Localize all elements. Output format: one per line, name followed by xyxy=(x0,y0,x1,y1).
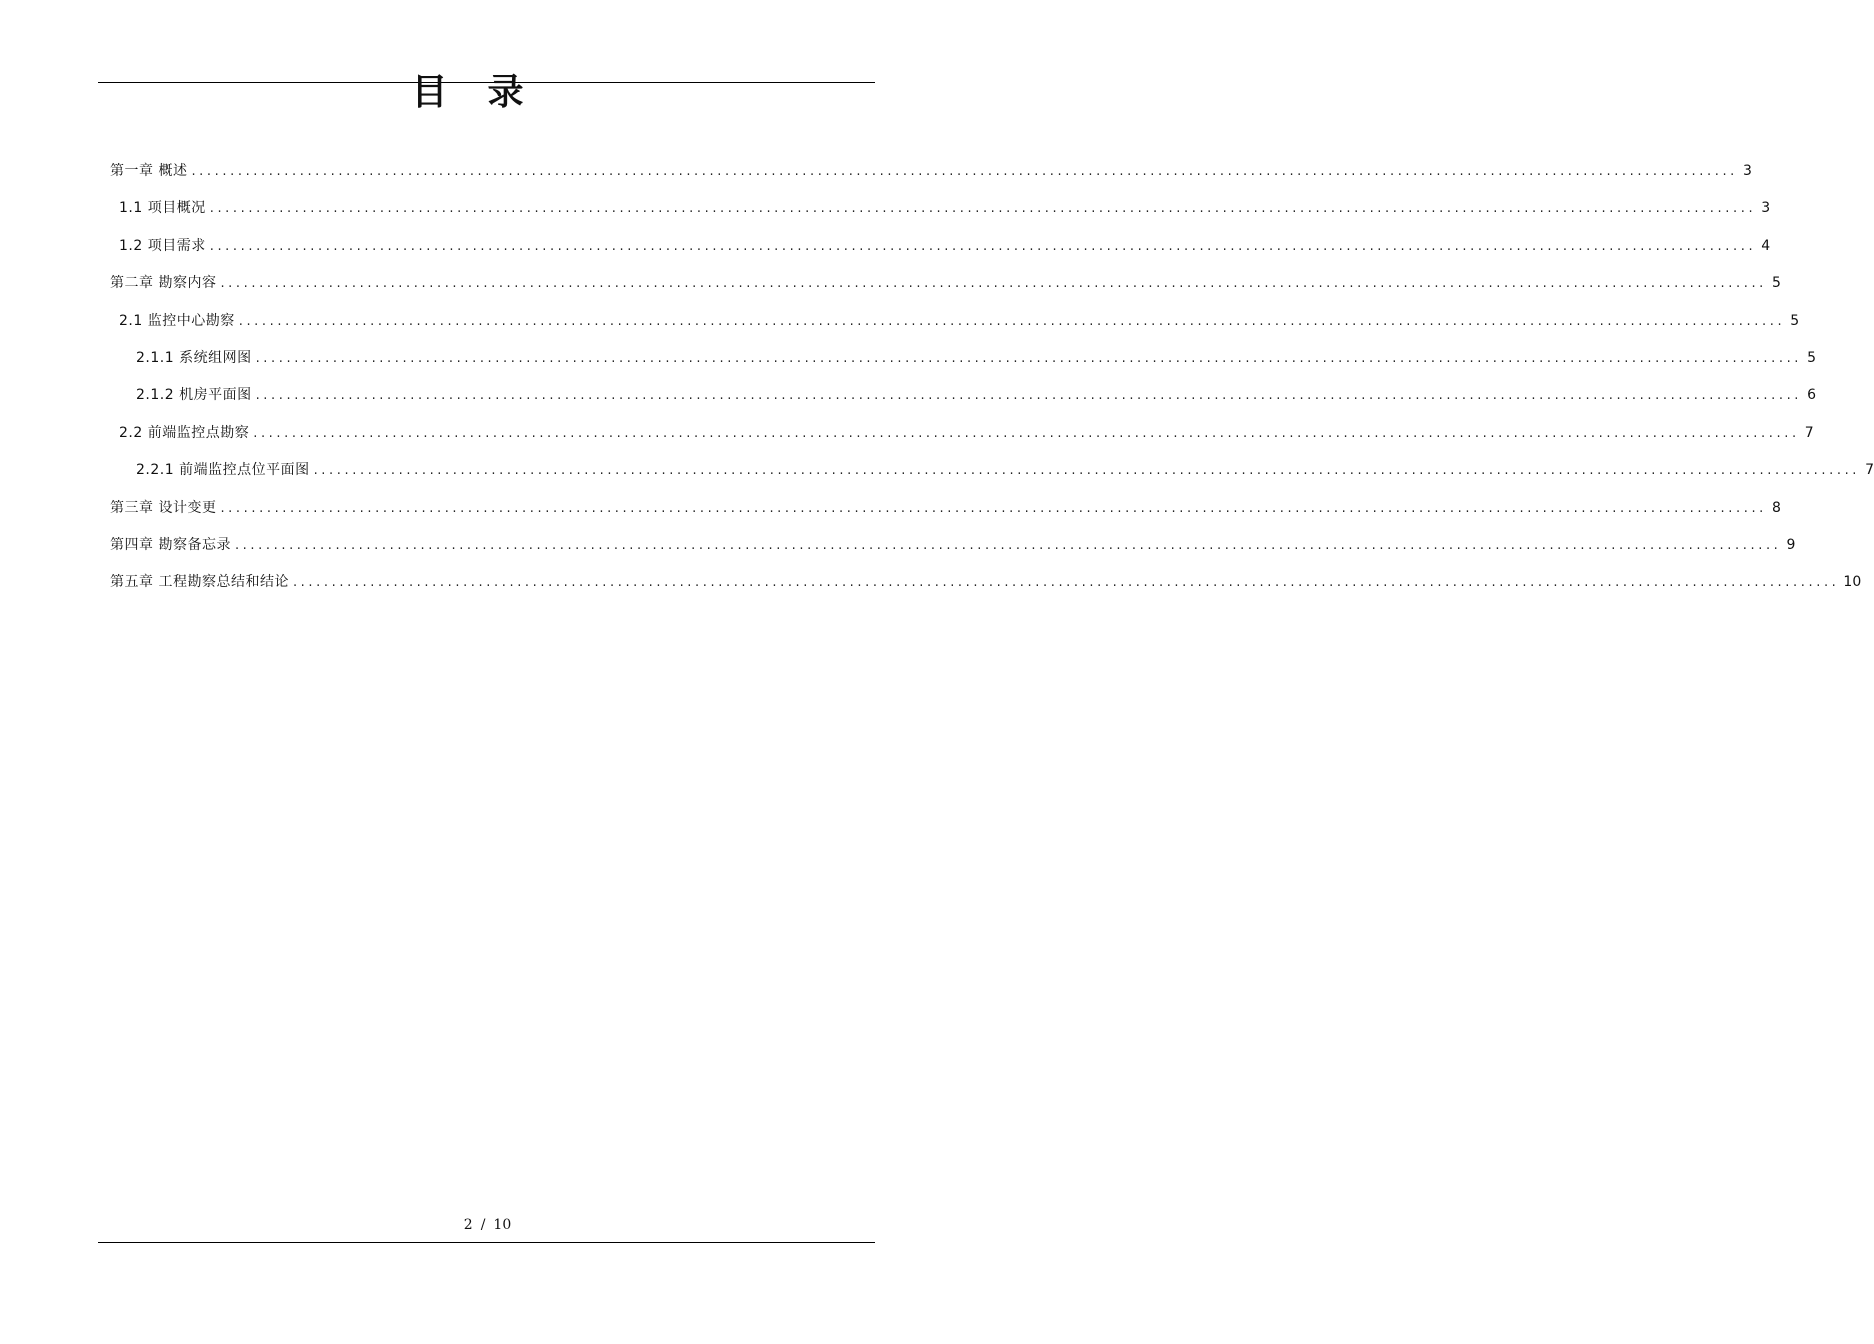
toc-page-number: 3 xyxy=(1743,163,1752,179)
toc-leader-dots: ........................................................................................................................................................................................................ xyxy=(234,537,1782,553)
toc-entry-text: 第二章 勘察内容 xyxy=(110,275,217,292)
toc-leader-dots: ........................................................................................................................................................................................................ xyxy=(191,164,1738,179)
toc-entry-text: 第三章 设计变更 xyxy=(110,499,217,516)
toc-leader-dots: ........................................................................................................................................................................................................ xyxy=(238,313,1786,329)
toc-entry-2-2[interactable] xyxy=(110,422,1814,459)
page-title: 目录 xyxy=(411,72,564,113)
toc-page-number: 5 xyxy=(1807,349,1817,366)
toc-page-number: 7 xyxy=(1865,462,1874,479)
toc-page-number: 6 xyxy=(1807,387,1817,404)
toc-page-number: 4 xyxy=(1761,237,1771,254)
toc-leader-dots: ........................................................................................................................................................................................................ xyxy=(220,276,1767,292)
toc-entry-text: 第四章 勘察备忘录 xyxy=(110,536,231,553)
toc-entry-2-1-1[interactable] xyxy=(110,347,1817,384)
toc-leader-dots: ........................................................................................................................................................................................................ xyxy=(209,201,1757,217)
toc-entry-text: 1.1 项目概况 xyxy=(119,200,206,217)
toc-entry-2-1-2[interactable] xyxy=(110,384,1817,421)
page-separator: / xyxy=(480,1217,486,1233)
toc-entry-text: 2.2.1 前端监控点位平面图 xyxy=(136,462,310,479)
toc-leader-dots: ........................................................................................................................................................................................................ xyxy=(255,388,1803,404)
toc-page-number: 5 xyxy=(1790,312,1800,329)
toc-entry-text: 第五章 工程勘察总结和结论 xyxy=(110,574,289,591)
toc-entry-1-1[interactable] xyxy=(110,197,1771,234)
current-page: 2 xyxy=(463,1217,473,1233)
toc-entry-2-1[interactable] xyxy=(110,310,1800,347)
toc-leader-dots: ........................................................................................................................................................................................................ xyxy=(220,500,1767,516)
toc-leader-dots: ........................................................................................................................................................................................................ xyxy=(209,238,1757,254)
footer-rule xyxy=(98,1242,875,1243)
toc-entry-2-2-1[interactable] xyxy=(110,459,1874,496)
toc-entry-text: 2.1.1 系统组网图 xyxy=(136,349,252,366)
toc-entry-text: 2.2 前端监控点勘察 xyxy=(119,424,250,441)
toc-page-number: 3 xyxy=(1761,200,1771,217)
table-of-contents xyxy=(110,160,1874,609)
toc-page-number: 9 xyxy=(1786,536,1796,553)
toc-entry-text: 第一章 概述 xyxy=(110,163,188,179)
toc-entry-text: 2.1.2 机房平面图 xyxy=(136,387,252,404)
page-number xyxy=(0,1216,975,1234)
toc-entry-chapter-2[interactable] xyxy=(110,272,1781,309)
toc-leader-dots: ........................................................................................................................................................................................................ xyxy=(292,575,1840,591)
toc-entry-chapter-4[interactable] xyxy=(110,534,1796,571)
toc-entry-chapter-1[interactable] xyxy=(110,160,1752,197)
toc-leader-dots: ........................................................................................................................................................................................................ xyxy=(255,350,1803,366)
toc-entry-1-2[interactable] xyxy=(110,235,1771,272)
toc-entry-text: 2.1 监控中心勘察 xyxy=(119,312,235,329)
total-pages: 10 xyxy=(493,1217,512,1233)
toc-page-number: 7 xyxy=(1804,424,1814,441)
toc-page-number: 5 xyxy=(1772,275,1781,292)
toc-entry-chapter-3[interactable] xyxy=(110,497,1781,534)
toc-entry-text: 1.2 项目需求 xyxy=(119,237,206,254)
toc-entry-chapter-5[interactable] xyxy=(110,571,1862,608)
toc-page-number: 10 xyxy=(1843,574,1862,591)
toc-leader-dots: ........................................................................................................................................................................................................ xyxy=(313,463,1861,479)
toc-page-number: 8 xyxy=(1772,499,1781,516)
toc-leader-dots: ........................................................................................................................................................................................................ xyxy=(253,425,1800,441)
